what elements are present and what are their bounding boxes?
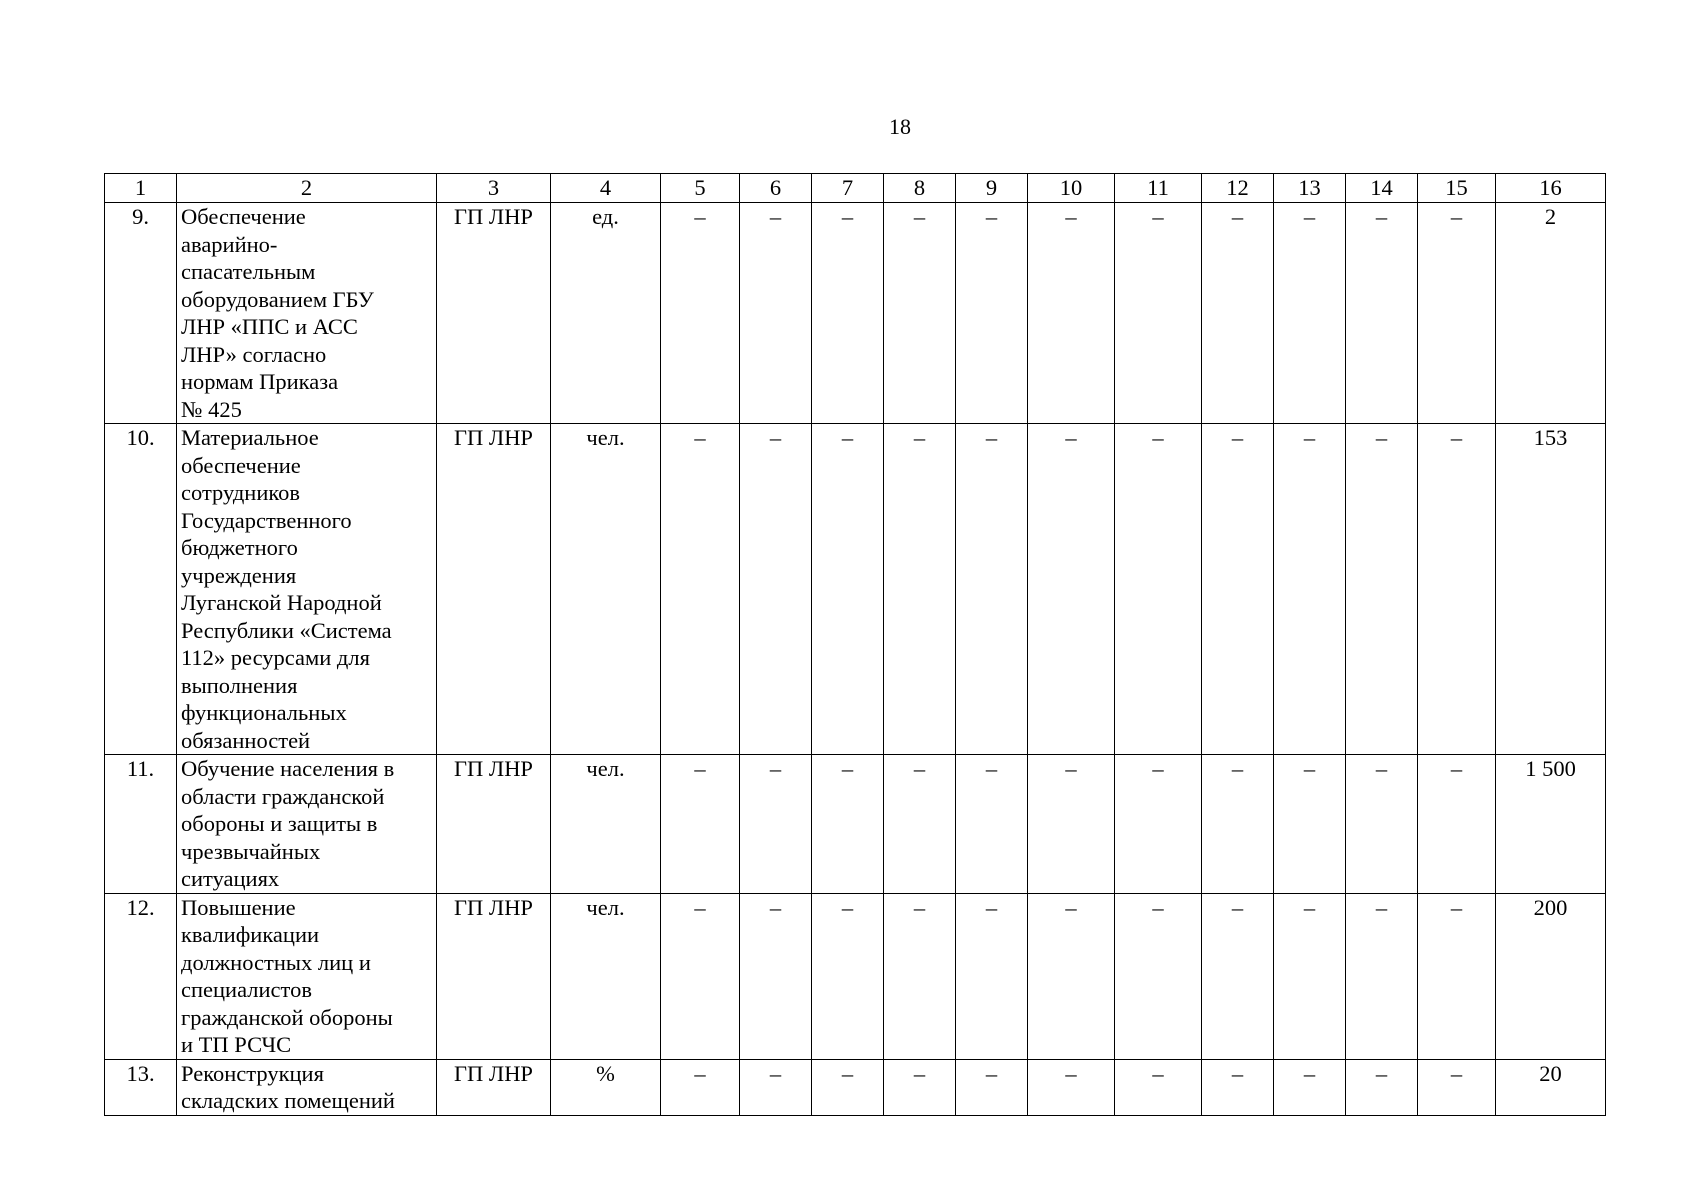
value-cell-col-15: – xyxy=(1418,203,1496,424)
table-row xyxy=(105,893,1606,1059)
value-cell-col-9: – xyxy=(956,203,1028,424)
value-cell-col-12: – xyxy=(1202,755,1274,894)
measure-name-line: сотрудников xyxy=(181,480,301,505)
measure-name-line: аварийно- xyxy=(181,231,278,257)
measure-name-line: ситуациях xyxy=(181,866,280,891)
value-cell-col-7: – xyxy=(812,755,884,894)
table-row xyxy=(105,1059,1606,1115)
value-cell-col-16: 153 xyxy=(1496,424,1606,755)
value-cell-col-5: – xyxy=(661,424,740,755)
measure-name xyxy=(177,203,437,424)
value-cell-col-16: 20 xyxy=(1496,1059,1606,1115)
unit-of-measure: чел. xyxy=(551,893,661,1059)
value-cell-col-8: – xyxy=(884,755,956,894)
measure-name-line: области гражданской xyxy=(181,783,385,809)
value-cell-col-14: – xyxy=(1346,203,1418,424)
value-cell-col-13: – xyxy=(1274,203,1346,424)
value-cell-col-13: – xyxy=(1274,893,1346,1059)
column-header-14: 14 xyxy=(1346,174,1418,203)
value-cell-col-8: – xyxy=(884,203,956,424)
column-header-6: 6 xyxy=(740,174,812,203)
column-header-15: 15 xyxy=(1418,174,1496,203)
row-number: 11. xyxy=(105,755,177,894)
measure-name-line: ЛНР» согласно xyxy=(181,341,327,367)
value-cell-col-6: – xyxy=(740,893,812,1059)
value-cell-col-7: – xyxy=(812,1059,884,1115)
value-cell-col-7: – xyxy=(812,424,884,755)
measure-name-line: должностных лиц и xyxy=(181,949,371,975)
value-cell-col-13: – xyxy=(1274,1059,1346,1115)
measure-name-line: квалификации xyxy=(181,922,320,947)
measure-name-line: Реконструкция xyxy=(181,1060,324,1086)
column-header-12: 12 xyxy=(1202,174,1274,203)
row-number: 9. xyxy=(105,203,177,424)
measure-name-line: и ТП РСЧС xyxy=(181,1032,292,1057)
responsible-org: ГП ЛНР xyxy=(437,1059,551,1115)
value-cell-col-10: – xyxy=(1028,424,1115,755)
measure-name-line: Материальное xyxy=(181,425,319,450)
responsible-org: ГП ЛНР xyxy=(437,893,551,1059)
unit-of-measure: % xyxy=(551,1059,661,1115)
value-cell-col-6: – xyxy=(740,424,812,755)
value-cell-col-9: – xyxy=(956,424,1028,755)
measure-name-line: Обеспечение xyxy=(181,204,306,229)
value-cell-col-12: – xyxy=(1202,424,1274,755)
measure-name-line: бюджетного xyxy=(181,535,298,560)
unit-of-measure: чел. xyxy=(551,755,661,894)
table-row xyxy=(105,755,1606,894)
row-number: 13. xyxy=(105,1059,177,1115)
column-header-5: 5 xyxy=(661,174,740,203)
value-cell-col-8: – xyxy=(884,1059,956,1115)
table-header xyxy=(105,174,1606,203)
measure-name-line: 112» ресурсами для xyxy=(181,645,370,670)
value-cell-col-10: – xyxy=(1028,203,1115,424)
value-cell-col-6: – xyxy=(740,203,812,424)
measure-name-line: гражданской обороны xyxy=(181,1004,393,1030)
value-cell-col-14: – xyxy=(1346,893,1418,1059)
column-header-4: 4 xyxy=(551,174,661,203)
column-header-13: 13 xyxy=(1274,174,1346,203)
table-body xyxy=(105,203,1606,1116)
value-cell-col-7: – xyxy=(812,893,884,1059)
value-cell-col-13: – xyxy=(1274,755,1346,894)
row-number: 12. xyxy=(105,893,177,1059)
value-cell-col-12: – xyxy=(1202,893,1274,1059)
measure-name-line: оборудованием ГБУ xyxy=(181,286,374,312)
value-cell-col-5: – xyxy=(661,755,740,894)
value-cell-col-14: – xyxy=(1346,755,1418,894)
value-cell-col-10: – xyxy=(1028,755,1115,894)
value-cell-col-8: – xyxy=(884,424,956,755)
value-cell-col-6: – xyxy=(740,755,812,894)
column-header-1: 1 xyxy=(105,174,177,203)
measure-name-line: складских помещений xyxy=(181,1088,395,1113)
responsible-org: ГП ЛНР xyxy=(437,755,551,894)
unit-of-measure: чел. xyxy=(551,424,661,755)
measure-name-line: специалистов xyxy=(181,977,312,1002)
value-cell-col-16: 1 500 xyxy=(1496,755,1606,894)
value-cell-col-16: 2 xyxy=(1496,203,1606,424)
value-cell-col-14: – xyxy=(1346,1059,1418,1115)
page-number: 18 xyxy=(889,114,911,139)
value-cell-col-11: – xyxy=(1115,1059,1202,1115)
measure-name-line: Обучение населения в xyxy=(181,756,395,781)
value-cell-col-15: – xyxy=(1418,1059,1496,1115)
value-cell-col-11: – xyxy=(1115,424,1202,755)
measure-name xyxy=(177,424,437,755)
value-cell-col-14: – xyxy=(1346,424,1418,755)
value-cell-col-9: – xyxy=(956,755,1028,894)
value-cell-col-5: – xyxy=(661,203,740,424)
measure-name-line: чрезвычайных xyxy=(181,838,321,864)
value-cell-col-11: – xyxy=(1115,203,1202,424)
measure-name-line: № 425 xyxy=(181,396,242,422)
column-header-16: 16 xyxy=(1496,174,1606,203)
value-cell-col-11: – xyxy=(1115,893,1202,1059)
row-number: 10. xyxy=(105,424,177,755)
measure-name-line: учреждения xyxy=(181,562,297,588)
column-header-8: 8 xyxy=(884,174,956,203)
measure-name xyxy=(177,1059,437,1115)
measure-name-line: функциональных xyxy=(181,700,347,725)
measure-name-line: ЛНР «ППС и АСС xyxy=(181,314,358,339)
value-cell-col-12: – xyxy=(1202,1059,1274,1115)
unit-of-measure: ед. xyxy=(551,203,661,424)
value-cell-col-15: – xyxy=(1418,424,1496,755)
value-cell-col-8: – xyxy=(884,893,956,1059)
measure-name-line: нормам Приказа xyxy=(181,369,339,394)
column-header-7: 7 xyxy=(812,174,884,203)
measure-name-line: обороны и защиты в xyxy=(181,811,378,836)
table-row xyxy=(105,203,1606,424)
value-cell-col-7: – xyxy=(812,203,884,424)
measure-name-line: Луганской Народной xyxy=(181,590,382,615)
table-row xyxy=(105,424,1606,755)
indicators-table xyxy=(104,173,1606,1116)
value-cell-col-5: – xyxy=(661,1059,740,1115)
value-cell-col-13: – xyxy=(1274,424,1346,755)
measure-name-line: спасательным xyxy=(181,259,316,284)
value-cell-col-9: – xyxy=(956,893,1028,1059)
value-cell-col-5: – xyxy=(661,893,740,1059)
value-cell-col-12: – xyxy=(1202,203,1274,424)
value-cell-col-15: – xyxy=(1418,893,1496,1059)
measure-name-line: выполнения xyxy=(181,672,298,698)
column-header-9: 9 xyxy=(956,174,1028,203)
column-header-2: 2 xyxy=(177,174,437,203)
measure-name xyxy=(177,755,437,894)
value-cell-col-10: – xyxy=(1028,1059,1115,1115)
measure-name-line: Государственного xyxy=(181,507,352,533)
column-header-10: 10 xyxy=(1028,174,1115,203)
value-cell-col-15: – xyxy=(1418,755,1496,894)
measure-name-line: Повышение xyxy=(181,894,296,920)
value-cell-col-16: 200 xyxy=(1496,893,1606,1059)
column-header-3: 3 xyxy=(437,174,551,203)
responsible-org: ГП ЛНР xyxy=(437,424,551,755)
header-row xyxy=(105,174,1606,203)
responsible-org: ГП ЛНР xyxy=(437,203,551,424)
measure-name-line: Республики «Система xyxy=(181,617,392,643)
value-cell-col-9: – xyxy=(956,1059,1028,1115)
value-cell-col-11: – xyxy=(1115,755,1202,894)
measure-name-line: обеспечение xyxy=(181,452,301,478)
value-cell-col-10: – xyxy=(1028,893,1115,1059)
measure-name-line: обязанностей xyxy=(181,727,311,753)
measure-name xyxy=(177,893,437,1059)
column-header-11: 11 xyxy=(1115,174,1202,203)
value-cell-col-6: – xyxy=(740,1059,812,1115)
